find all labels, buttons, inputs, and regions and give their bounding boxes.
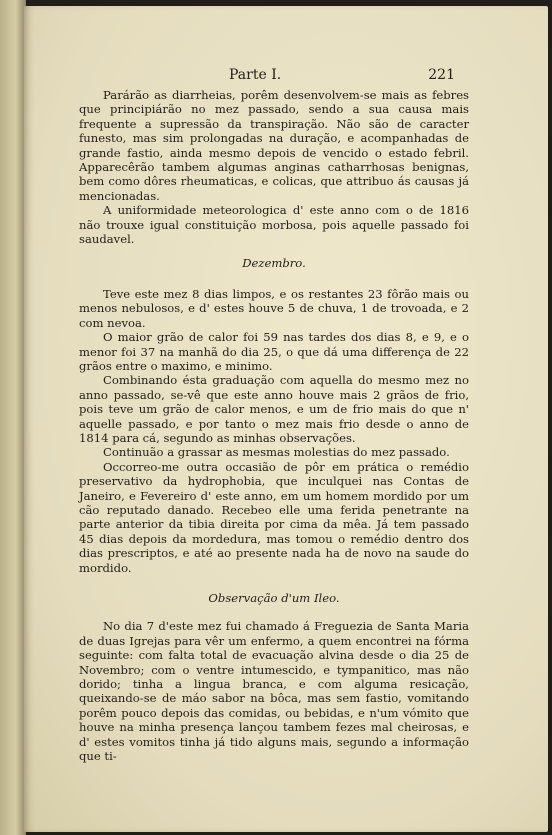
paragraph: No dia 7 d'este mez fui chamado á Freguezia de Santa Maria de duas Igrejas para vêr um enfermo, a quem encontrei na fórma seguinte: com falta total de evacuação alvina desde o dia 25 de Novembro; com o ventre intumescido, e tympanitico, mas não dorido; tinha a lingua branca, e com alguma resicação, queixando-se de máo sabor na bôca, mas sem fastio, vomitando porêm pouco depois das comidas, ou bebidas, e n'um vómito que houve na minha presença lançou tambem fezes mal cheirosas, e d' estes vomitos tinha já tido alguns mais, segundo a informação que ti- xyxy=(79,619,469,764)
paragraph: O maior grão de calor foi 59 nas tardes dos dias 8, e 9, e o menor foi 37 na manhã do dia 25, o que dá uma differença de 22 grãos entre o maximo, e minimo. xyxy=(79,330,469,373)
book-page xyxy=(24,6,548,832)
paragraph: Teve este mez 8 dias limpos, e os restantes 23 fôrão mais ou menos nebulosos, e d' estes houve 5 de chuva, 1 de trovoada, e 2 com nevoa. xyxy=(79,286,469,330)
section-heading-dezembro: Dezembro. xyxy=(242,256,306,271)
paragraph: Occorreo-me outra occasião de pôr em prática o remédio preservativo da hydrophobia, que inculquei nas Contas de Janeiro, e Fevereiro d' este anno, em um homem mordido por um cão reputado danado. Recebeo elle uma ferida penetrante na parte anterior da tibia direita por cima da mêa. Já tem passado 45 dias depois da mordedura, mas tomou o remédio dentro dos dias prescriptos, e até ao presente nada ha de novo na saude do mordido. xyxy=(79,459,469,575)
paragraph: Combinando ésta graduação com aquella do mesmo mez no anno passado, se-vê que este anno houve mais 2 grãos de frio, pois teve um grão de calor menos, e um de frio mais do que n' aquelle passado, e por tanto o mez mais frio desde o anno de 1814 para cá, segundo as minhas observações. xyxy=(79,373,469,445)
paragraph: Continuão a grassar as mesmas molestias do mez passado. xyxy=(103,445,450,460)
facing-page-edge xyxy=(0,0,26,835)
paragraph: Parárão as diarrheias, porêm desenvolvem-se mais as febres que principiárão no mez passado, sendo a sua causa mais frequente a supressão da transpiração. Não são de caracter funesto, mas sim prolongadas na duração, e acompanhadas de grande fastio, ainda mesmo depois de vencido o estado febril. Apparecêrão tambem algumas anginas catharrhosas benignas, bem como dôres rheumaticas, e colicas, que attribuo ás causas já mencionadas. xyxy=(79,88,469,203)
paragraph: A uniformidade meteorologica d' este anno com o de 1816 não trouxe igual constituição morbosa, pois aquelle passado foi saudavel. xyxy=(79,203,469,247)
running-head xyxy=(79,64,469,88)
page-content xyxy=(79,64,469,763)
running-title: Parte I. xyxy=(229,67,282,83)
section-heading-observacao: Observação d'um Ileo. xyxy=(208,591,340,605)
page-number: 221 xyxy=(428,67,455,83)
